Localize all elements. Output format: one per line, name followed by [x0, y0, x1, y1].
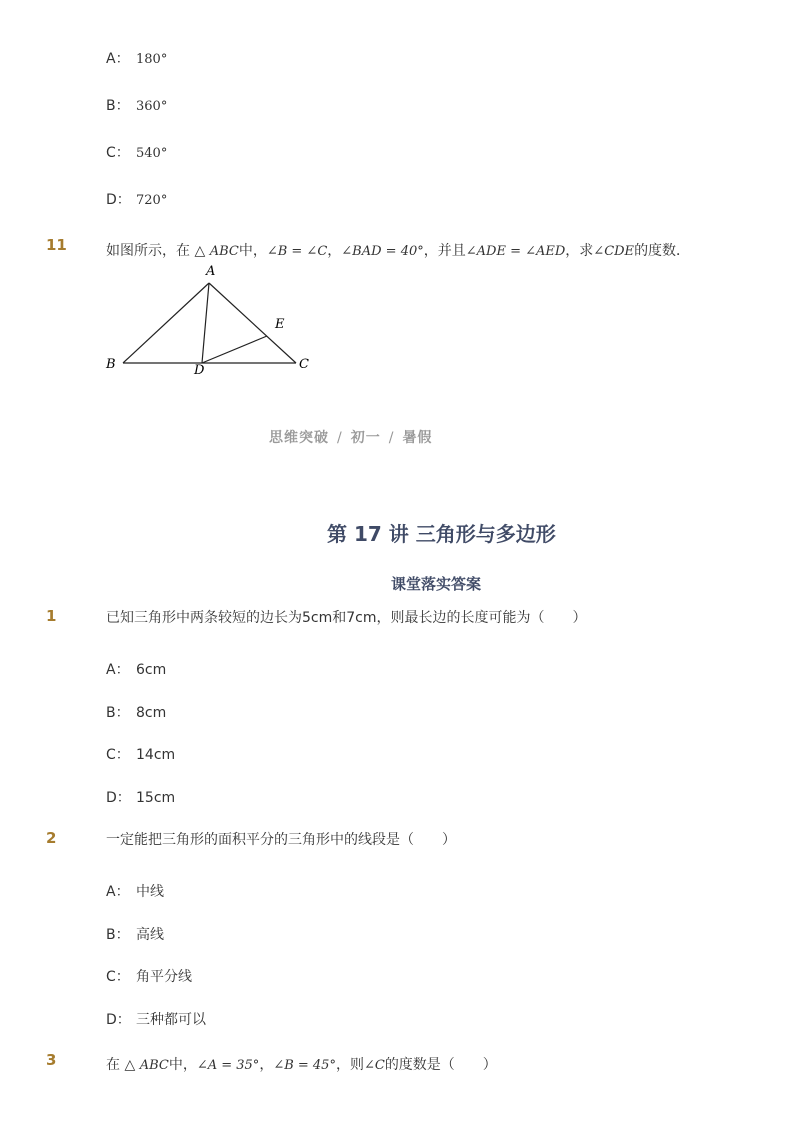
question-number: 11: [46, 236, 67, 254]
segment-ad: [202, 283, 209, 363]
question-text: 如图所示，在 △ ABC中，∠B = ∠C，∠BAD = 40°，并且∠ADE = ∠AED，求∠CDE的度数．: [106, 243, 691, 259]
option-c: C： 540°: [106, 145, 168, 161]
question-text: 已知三角形中两条较短的边长为5cm和7cm，则最长边的长度可能为（ ）: [106, 610, 587, 626]
option-d: D： 720°: [106, 192, 168, 208]
option-b: B： 360°: [106, 98, 168, 114]
label-e: E: [275, 317, 285, 332]
side-ab: [123, 283, 209, 363]
question-text: 在 △ ABC中，∠A = 35°，∠B = 45°，则∠C的度数是（ ）: [106, 1057, 497, 1073]
segment-de: [202, 336, 267, 363]
question-text: 一定能把三角形的面积平分的三角形中的线段是（ ）: [106, 832, 456, 848]
question-number: 3: [46, 1051, 57, 1069]
option-b: B： 8cm: [106, 705, 167, 721]
option-c: C： 角平分线: [106, 969, 192, 985]
option-a: A： 中线: [106, 884, 164, 900]
lecture-subtitle: 课堂落实答案: [391, 575, 482, 593]
label-c: C: [299, 357, 309, 372]
page-footer: 思维突破 / 初一 / 暑假: [269, 430, 433, 446]
triangle-figure: [100, 260, 320, 380]
option-b: B： 高线: [106, 927, 164, 943]
option-a: A： 180°: [106, 51, 168, 67]
option-d: D： 三种都可以: [106, 1012, 206, 1028]
option-c: C： 14cm: [106, 747, 176, 763]
question-number: 1: [46, 607, 57, 625]
label-a: A: [206, 264, 216, 279]
option-a: A： 6cm: [106, 662, 167, 678]
lecture-title: 第 17 讲 三角形与多边形: [327, 522, 556, 546]
question-number: 2: [46, 829, 57, 847]
label-b: B: [106, 357, 116, 372]
label-d: D: [194, 363, 205, 378]
option-d: D： 15cm: [106, 790, 176, 806]
